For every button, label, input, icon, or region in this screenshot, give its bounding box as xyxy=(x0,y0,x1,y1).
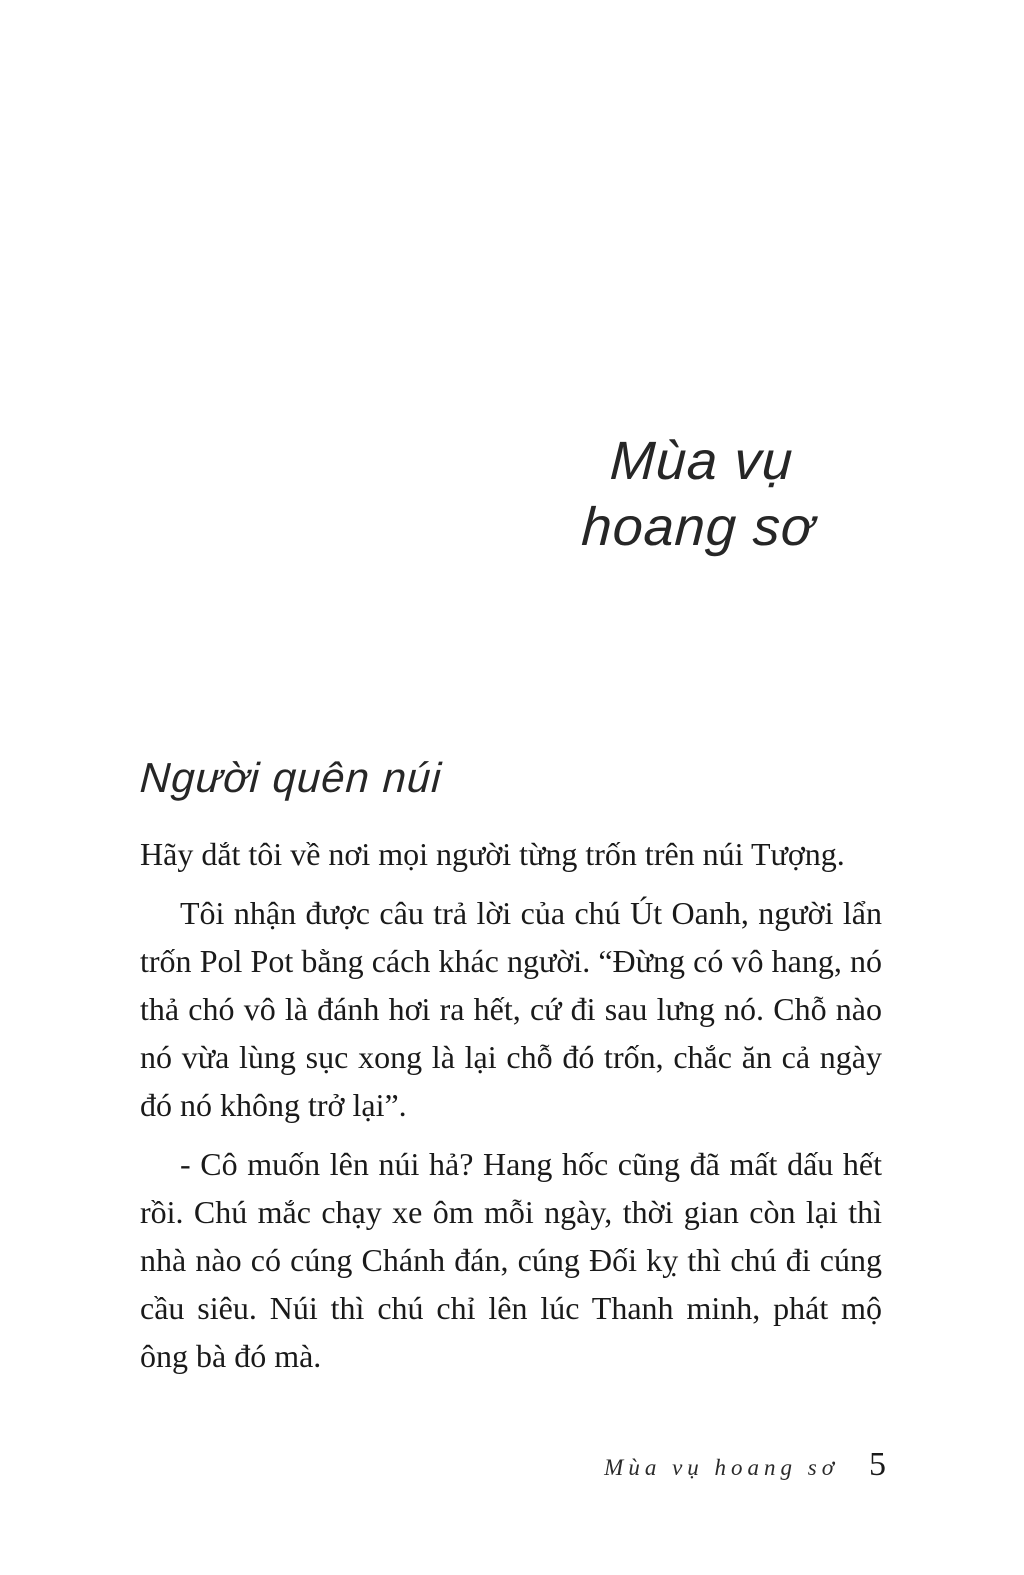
paragraph-3: - Cô muốn lên núi hả? Hang hốc cũng đã mất dấu hết rồi. Chú mắc chạy xe ôm mỗi ngày, thời gian còn lại thì nhà nào có cúng Chánh đán, cúng Đối kỵ thì chú đi cúng cầu siêu. Núi thì chú chỉ lên lúc Thanh minh, phát mộ ông bà đó mà. xyxy=(140,1146,882,1374)
page-footer xyxy=(604,1446,886,1484)
paragraph-2: Tôi nhận được câu trả lời của chú Út Oanh, người lẩn trốn Pol Pot bằng cách khác người. “Đừng có vô hang, nó thả chó vô là đánh hơi ra hết, cứ đi sau lưng nó. Chỗ nào nó vừa lùng sục xong là lại chỗ đó trốn, chắc ăn cả ngày đó nó không trở lại”. xyxy=(140,895,882,1123)
running-title: Mùa vụ hoang sơ xyxy=(604,1455,839,1480)
page-number: 5 xyxy=(869,1446,886,1483)
paragraph-1: Hãy dắt tôi về nơi mọi người từng trốn trên núi Tượng. xyxy=(140,836,845,872)
chapter-title-line-2: hoang sơ xyxy=(580,497,817,557)
body-text xyxy=(140,830,882,1391)
chapter-title-line-1: Mùa vụ xyxy=(608,431,795,491)
section-heading: Người quên núi xyxy=(138,754,444,801)
chapter-title xyxy=(537,428,864,560)
